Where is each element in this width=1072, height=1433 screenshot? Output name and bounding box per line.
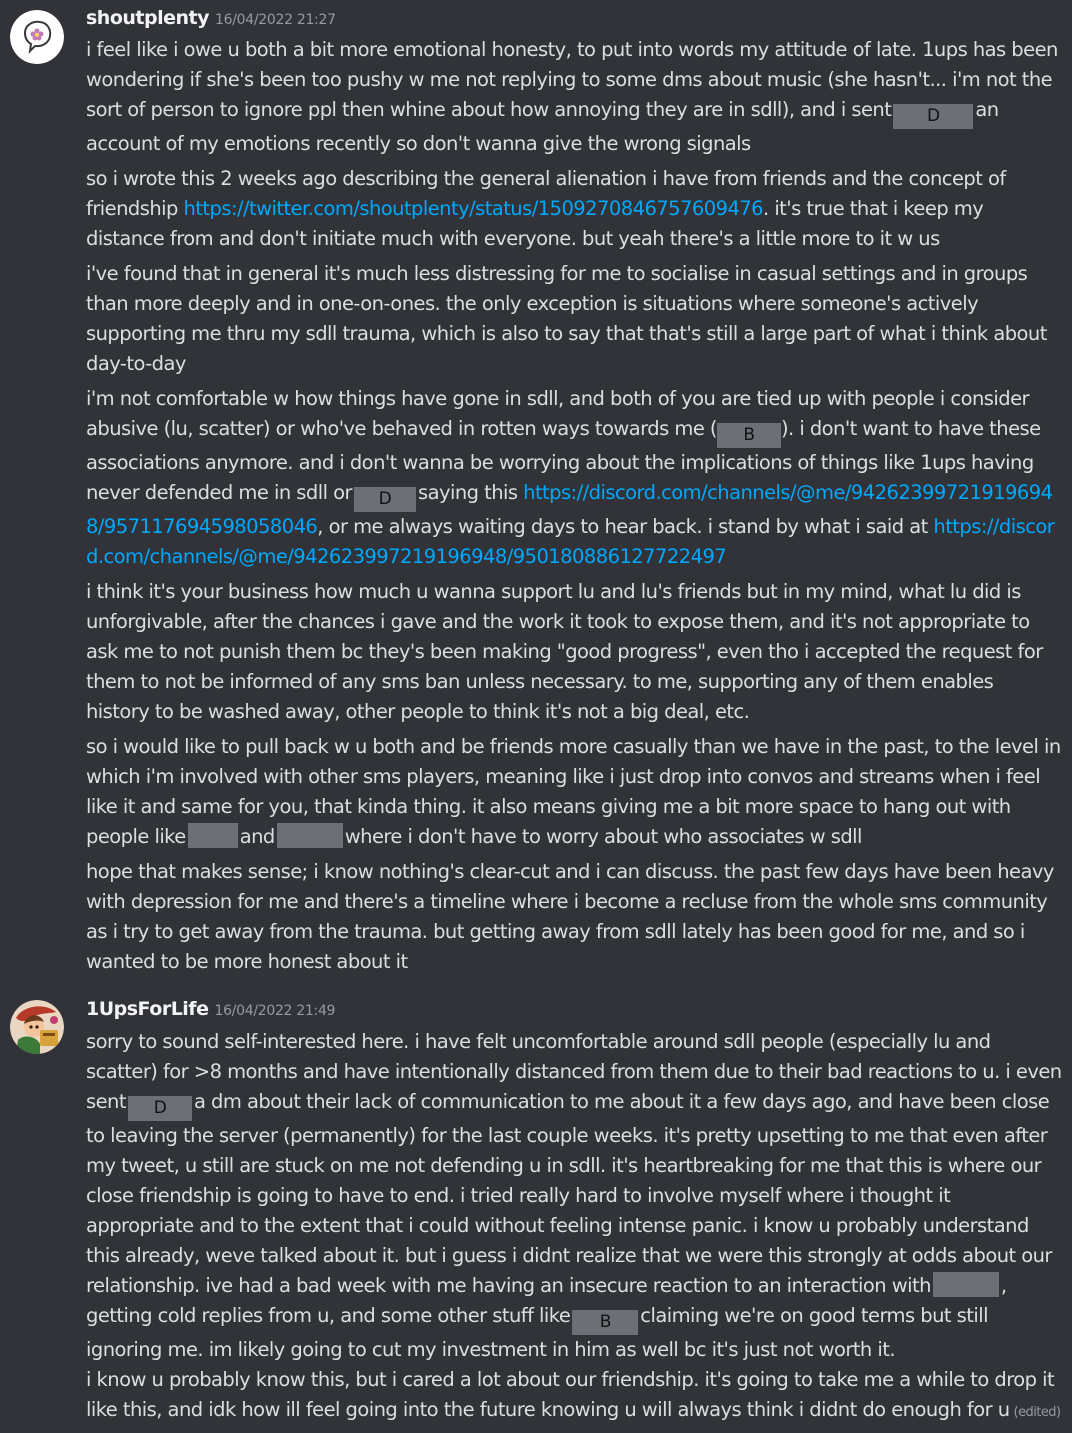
twitter-link[interactable]: https://twitter.com/shoutplenty/status/1509270846757609476: [183, 197, 764, 220]
message-paragraph: i think it's your business how much u wanna support lu and lu's friends but in my mind, what lu did is unforgivable, after the chances i gave and the work it took to expose them, and it's not appropriate to ask me to not punish them bc they's been making "good progress", even tho i accepted the request for them to not be informed of any sms ban unless necessary. to me, supporting any of them enables history to be washed away, other people to think it's not a big deal, etc.: [86, 580, 1043, 723]
message-header: [86, 998, 335, 1024]
message-paragraph: i know u probably know this, but i cared a lot about our friendship. it's going to take me a while to drop it like this, and idk how ill feel going into the future knowing u will always think i didnt do enough for u (edited): [86, 1368, 1061, 1421]
message-paragraph: sorry to sound self-interested here. i have felt uncomfortable around sdll people (especially lu and scatter) for >8 months and have intentionally distanced from them due to their bad reactions to u. i even sent D a dm about their lack of communication to me about it a few days ago, and have been close to leaving the server (permanently) for the last couple weeks. it's pretty upsetting to me that even after my tweet, u still are stuck on me not defending u in sdll. it's heartbreaking for me that this is where our close friendship is going to have to end. i tried really hard to involve myself where i thought it appropriate and to the extent that i could without feeling intense panic. i know u probably understand this already, weve talked about it. but i guess i didnt realize that we were this strongly at odds about our relationship. ive had a bad week with me having an insecure reaction to an interaction with , getting cold replies from u, and some other stuff like B claiming we're on good terms but still ignoring me. im likely going to cut my investment in him as well bc it's just not worth it.: [86, 1030, 1062, 1361]
message-paragraph: i feel like i owe u both a bit more emotional honesty, to put into words my attitude of late. 1ups has been wondering if she's been too pushy w me not replying to some dms about music (she hasn't... i'm not the sort of person to ignore ppl then whine about how annoying they are in sdll), and i sent D an account of my emotions recently so don't wanna give the wrong signals: [86, 38, 1058, 155]
message-paragraph: i've found that in general it's much less distressing for me to socialise in casual settings and in groups than more deeply and in one-on-ones. the only exception is situations where someone's actively supporting me thru my sdll trauma, which is also to say that that's still a large part of what i think about day-to-day: [86, 262, 1047, 375]
message-paragraph: i'm not comfortable w how things have gone in sdll, and both of you are tied up with people i consider abusive (lu, scatter) or who've behaved in rotten ways towards me ( B ). i don't want to have these associations anymore. and i don't wanna be worrying about the implications of things like 1ups having never defended me in sdll or D saying this https://discord.com/channels/@me/942623997219196948/957117694598058046, or me always waiting days to hear back. i stand by what i said at https://discord.com/channels/@me/942623997219196948/950180886127722497: [86, 387, 1055, 568]
message-paragraph: so i wrote this 2 weeks ago describing the general alienation i have from friends and the concept of friendship https://twitter.com/shoutplenty/status/1509270846757609476. it's true that i keep my distance from and don't initiate much with everyone. but yeah there's a little more to it w us: [86, 167, 1006, 250]
message-body: [86, 1027, 1062, 1433]
username[interactable]: shoutplenty: [86, 7, 209, 29]
redacted-name: D: [893, 104, 973, 129]
cartoon-character-avatar-icon: [10, 1000, 64, 1054]
message-body: [86, 35, 1062, 982]
edited-label: (edited): [1013, 1405, 1061, 1420]
redacted-name: D: [128, 1096, 192, 1121]
discord-message-link[interactable]: https://discord.com/channels/@me/942623997219196948/950180886127722497: [86, 515, 1055, 568]
redacted-name: D: [354, 487, 416, 512]
redacted-name: B: [572, 1310, 638, 1335]
discord-message-link[interactable]: https://discord.com/channels/@me/942623997219196948/957117694598058046: [86, 481, 1053, 538]
avatar[interactable]: [10, 10, 64, 64]
chat-bubble-flower-avatar-icon: [10, 10, 64, 64]
message-paragraph: so i would like to pull back w u both and be friends more casually than we have in the past, to the level in which i'm involved with other sms players, meaning like i just drop into convos and streams when i feel like it and same for you, that kinda thing. it also means giving me a bit more space to hang out with people like and where i don't have to worry about who associates w sdll: [86, 735, 1061, 848]
timestamp[interactable]: 16/04/2022 21:27: [215, 12, 336, 28]
message-header: [86, 7, 336, 33]
redacted-name: [277, 823, 343, 848]
redacted-name: B: [717, 423, 781, 448]
redacted-name: [188, 823, 238, 848]
avatar[interactable]: [10, 1000, 64, 1054]
redacted-name: [933, 1272, 999, 1297]
timestamp[interactable]: 16/04/2022 21:49: [214, 1003, 336, 1019]
message-paragraph: hope that makes sense; i know nothing's clear-cut and i can discuss. the past few days have been heavy with depression for me and there's a timeline where i become a recluse from the whole sms community as i try to get away from the trauma. but getting away from sdll lately has been good for me, and so i wanted to be more honest about it: [86, 860, 1054, 973]
username[interactable]: 1UpsForLife: [86, 998, 209, 1020]
